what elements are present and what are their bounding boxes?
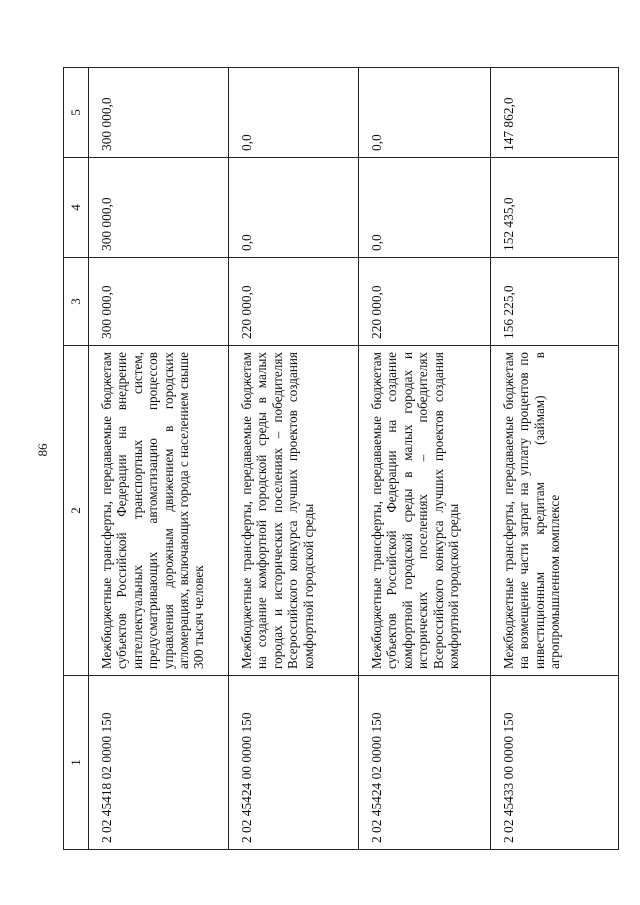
- table-row: [89, 68, 229, 850]
- budget-code: 2 02 45424 02 0000 150: [359, 676, 491, 850]
- table-row: [491, 68, 619, 850]
- amount-col5: 0,0: [359, 68, 491, 158]
- description: Межбюджетные трансферты, передаваемые бюджетам на возмещение части затрат на уплату процентов по инвестиционным кредитам (займам) в агропромышленном комплексе: [491, 346, 619, 676]
- amount-col4: 300 000,0: [89, 158, 229, 258]
- amount-col4: 0,0: [229, 158, 359, 258]
- amount-col3: 220 000,0: [359, 258, 491, 346]
- budget-code: 2 02 45433 00 0000 150: [491, 676, 619, 850]
- table-row: [359, 68, 491, 850]
- amount-col3: 220 000,0: [229, 258, 359, 346]
- table-row: [229, 68, 359, 850]
- description: Межбюджетные трансферты, передаваемые бюджетам субъектов Российской Федерации на внедрение интеллектуальных транспортных систем, предусматривающих автоматизацию процессов управления дорожным движением в городских агломерациях, включающих города с населением свыше 300 тысяч человек: [89, 346, 229, 676]
- amount-col3: 300 000,0: [89, 258, 229, 346]
- amount-col5: 300 000,0: [89, 68, 229, 158]
- amount-col4: 0,0: [359, 158, 491, 258]
- column-header-3: 3: [64, 258, 89, 346]
- amount-col5: 147 862,0: [491, 68, 619, 158]
- page-number: 86: [35, 443, 50, 457]
- column-header-5: 5: [64, 68, 89, 158]
- budget-table: [63, 67, 619, 850]
- budget-code: 2 02 45424 00 0000 150: [229, 676, 359, 850]
- description: Межбюджетные трансферты, передаваемые бюджетам субъектов Российской Федерации на создание комфортной городской среды в малых городах и исторических поселениях – победителях Всероссийского конкурса лучших проектов создания комфортной городской среды: [359, 346, 491, 676]
- budget-code: 2 02 45418 02 0000 150: [89, 676, 229, 850]
- column-header-2: 2: [64, 346, 89, 676]
- amount-col5: 0,0: [229, 68, 359, 158]
- amount-col4: 152 435,0: [491, 158, 619, 258]
- description: Межбюджетные трансферты, передаваемые бюджетам на создание комфортной городской среды в малых городах и исторических поселениях – победителях Всероссийского конкурса лучших проектов создания комфортной городской среды: [229, 346, 359, 676]
- header-row: [64, 68, 89, 850]
- amount-col3: 156 225,0: [491, 258, 619, 346]
- column-header-4: 4: [64, 158, 89, 258]
- column-header-1: 1: [64, 676, 89, 850]
